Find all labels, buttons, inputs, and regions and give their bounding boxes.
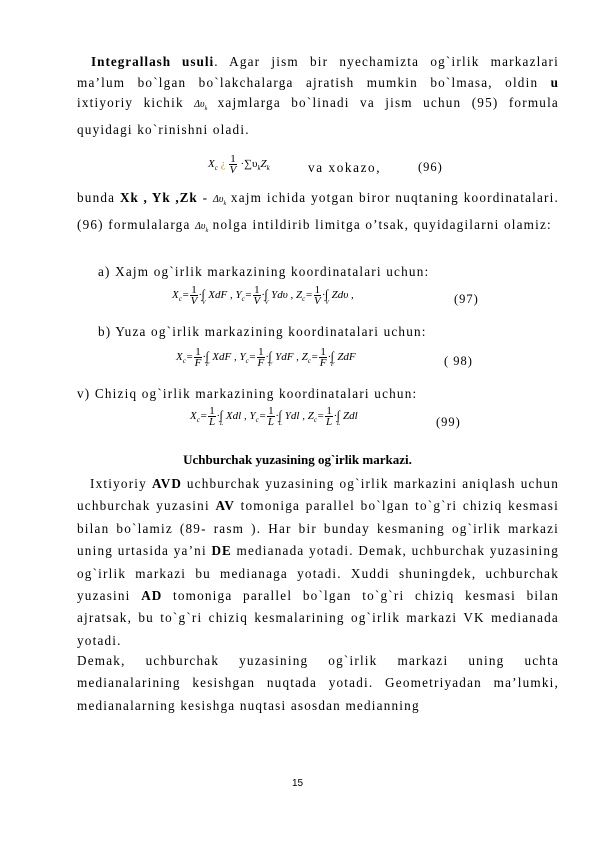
conclusion-paragraph: Demak, uchburchak yuzasining og`irlik markazi uning uchta medianalarining kesishgan nuqtada yotadi. Geometriyadan ma’lumki, medianalarning kesishga nuqtasi asosdan medianning bbox=[77, 653, 559, 713]
delta-v-symbol: $\Delta\upsilon_k$ bbox=[194, 99, 208, 112]
triangle-paragraph: Ixtiyoriy AVD uchburchak yuzasining og`irlik markazini aniqlash uchun uchburchak yuzasini AV tomoniga parallel bo`lgan to`g`ri chiziq kesmasi bilan bo`lamiz (89- rasm ). Har bir bunday kesmaning og`irlik markazi uning urtasida ya’ni DE medianada yotadi. Demak, uchburchak yuzasining og`irlik markazi bu medianaga yotadi. Xuddi shuningdek, uchburchak yuzasini AD tomoniga parallel bo`lgan to`g`ri chiziq kesmasi bilan ajratsak, bu to`g`ri chiziq kesmalarining og`irlik markazi VK medianada yotadi. bbox=[77, 476, 560, 648]
line-subheading: v) Chiziq og`irlik markazining koordinatalari uchun: bbox=[77, 386, 418, 401]
formula-96: $X_c$ ¿ $\frac{1}{V}$ $\cdot\sum\upsilon_kZ_k$ bbox=[208, 153, 270, 176]
area-subheading: b) Yuza og`irlik markazining koordinatalari uchun: bbox=[98, 324, 427, 339]
equation-number-98: ( 98) bbox=[444, 354, 473, 368]
delta-v-symbol: $\Delta\upsilon_k$ bbox=[212, 194, 227, 207]
delta-v-symbol-2: $\Delta\upsilon_k$ bbox=[195, 220, 209, 234]
formula-96-text: va xokazo, bbox=[308, 160, 382, 175]
equation-number-96: (96) bbox=[418, 160, 443, 174]
formula-99: $X_c=$ $\frac{1}{L}$ $\cdot\int_L$ Xdl , $Y_c=$ $\frac{1}{L}$ $\cdot\int_L$ Ydl , $Z_c=$ $\frac{1}{L}$ $\cdot\int_L$ Zdl bbox=[190, 405, 358, 428]
equation-number-97: (97) bbox=[454, 292, 479, 306]
intro-paragraph: Integrallash usuli. Agar jism bir nyechamizta og`irlik markazlari ma’lum bo`lgan bo`lakchalarga ajratish mumkin bo`lmasa, oldin u ixtiyoriy kichik $\Delta\upsilon_k$ xajmlarga bo`linadi va jism uchun (95) formula quyidagi ko`rinishni oladi. bbox=[77, 54, 559, 137]
formula-97: $X_c=$ $\frac{1}{V}$ $\cdot\int_V$ XdF , $Y_c=$ $\frac{1}{V}$ $\cdot\int_V$ Ydυ , $Z_c=$ $\frac{1}{V}$ $\cdot\int_V$ Zdυ , bbox=[172, 284, 354, 307]
volume-subheading: a) Xajm og`irlik markazining koordinatalari uchun: bbox=[98, 264, 430, 279]
formula-98: $X_c=$ $\frac{1}{F}$ $\cdot\int_F$ XdF , $Y_c=$ $\frac{1}{F}$ $\cdot\int_F$ YdF , $Z_c=$ $\frac{1}{F}$ $\cdot\int_F$ ZdF bbox=[176, 346, 356, 369]
section-heading: Uchburchak yuzasining og`irlik markazi. bbox=[183, 452, 412, 467]
page-number: 15 bbox=[291, 778, 304, 789]
equation-number-99: (99) bbox=[436, 415, 461, 429]
bunda-paragraph: bunda Xk , Yk ,Zk - $\Delta\upsilon_k$ xajm ichida yotgan biror nuqtaning koordinatalari. (96) formulalarga $\Delta\upsilon_k$ nolga intildirib limitga o’tsak, quyidagilarni olamiz: bbox=[77, 190, 560, 234]
term-integrallash: Integrallash usuli bbox=[91, 54, 215, 69]
